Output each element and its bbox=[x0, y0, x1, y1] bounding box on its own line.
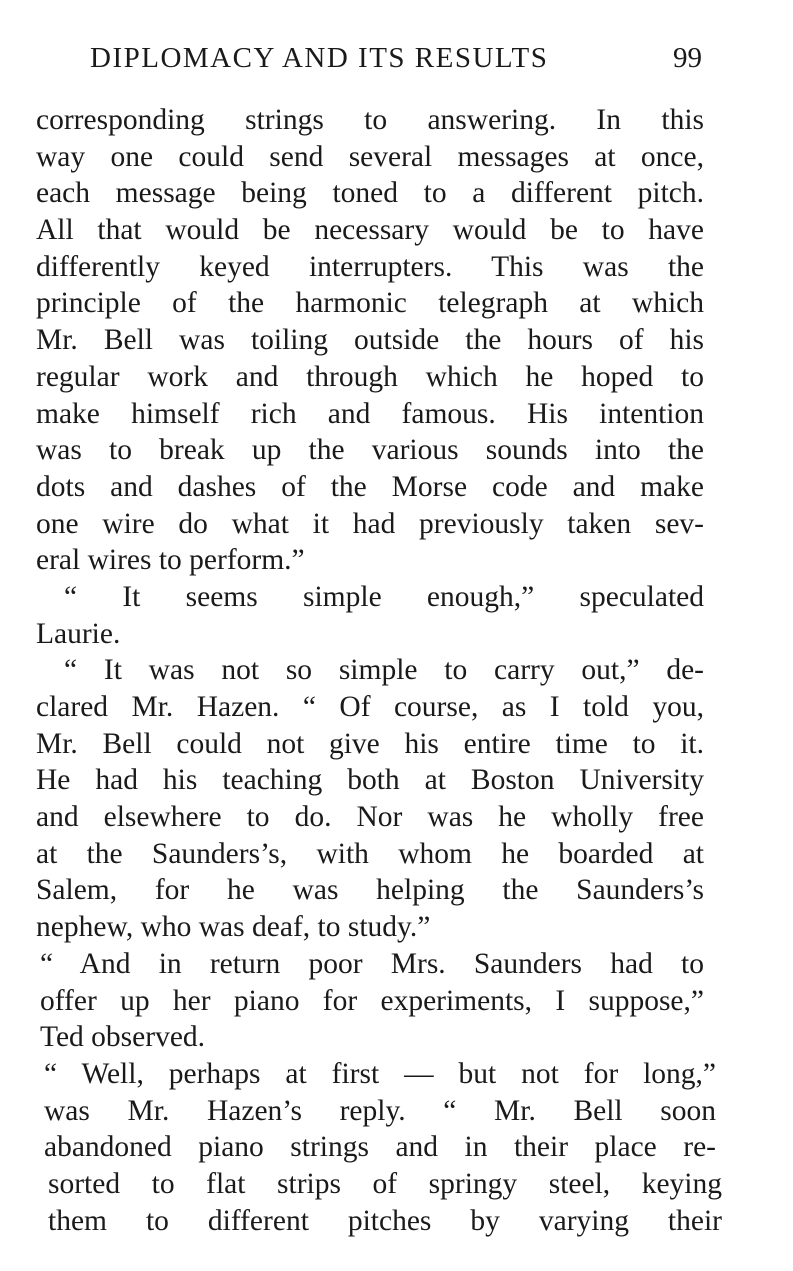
text-line: All that would be necessary would be to have bbox=[36, 214, 704, 247]
text-line: them to different pitches by varying their bbox=[48, 1204, 722, 1237]
text-line: Mr. Bell could not give his entire time to it. bbox=[36, 727, 704, 760]
text-line: and elsewhere to do. Nor was he wholly free bbox=[36, 801, 704, 834]
page-number: 99 bbox=[673, 42, 702, 74]
text-line: way one could send several messages at once, bbox=[36, 140, 704, 173]
text-line: Ted observed. bbox=[40, 1021, 206, 1054]
text-line: make himself rich and famous. His intention bbox=[36, 397, 704, 430]
text-line: clared Mr. Hazen. “ Of course, as I told you, bbox=[36, 691, 704, 723]
text-line: “ And in return poor Mrs. Saunders had to bbox=[40, 947, 704, 980]
text-line: Mr. Bell was toiling outside the hours of his bbox=[36, 324, 704, 357]
text-line: principle of the harmonic telegraph at which bbox=[36, 287, 704, 320]
text-line: at the Saunders’s, with whom he boarded at bbox=[36, 837, 704, 870]
text-line: “ Well, perhaps at first — but not for long,” bbox=[44, 1057, 716, 1090]
text-line: Laurie. bbox=[36, 617, 121, 650]
chapter-title: DIPLOMACY AND ITS RESULTS bbox=[90, 42, 549, 74]
text-line: was Mr. Hazen’s reply. “ Mr. Bell soon bbox=[44, 1094, 716, 1127]
text-line: sorted to flat strips of springy steel, keying bbox=[48, 1167, 722, 1200]
body-text bbox=[36, 102, 722, 1239]
text-line: dots and dashes of the Morse code and make bbox=[36, 470, 704, 503]
text-line: was to break up the various sounds into the bbox=[36, 434, 704, 467]
text-line: Salem, for he was helping the Saunders’s bbox=[36, 874, 704, 907]
text-line: one wire do what it had previously taken sev- bbox=[36, 507, 704, 540]
text-line: eral wires to perform.” bbox=[36, 544, 305, 577]
running-head bbox=[90, 38, 702, 78]
text-line: offer up her piano for experiments, I suppose,” bbox=[40, 984, 704, 1017]
text-line: abandoned piano strings and in their place re- bbox=[44, 1131, 716, 1164]
text-line: corresponding strings to answering. In this bbox=[36, 104, 704, 136]
text-line: each message being toned to a different pitch. bbox=[36, 177, 704, 210]
text-line: “ It seems simple enough,” speculated bbox=[64, 580, 704, 613]
text-line: He had his teaching both at Boston University bbox=[36, 764, 704, 797]
text-line: nephew, who was deaf, to study.” bbox=[36, 911, 431, 944]
text-line: regular work and through which he hoped to bbox=[36, 360, 704, 393]
text-line: “ It was not so simple to carry out,” de- bbox=[64, 654, 704, 687]
text-line: differently keyed interrupters. This was the bbox=[36, 250, 704, 283]
